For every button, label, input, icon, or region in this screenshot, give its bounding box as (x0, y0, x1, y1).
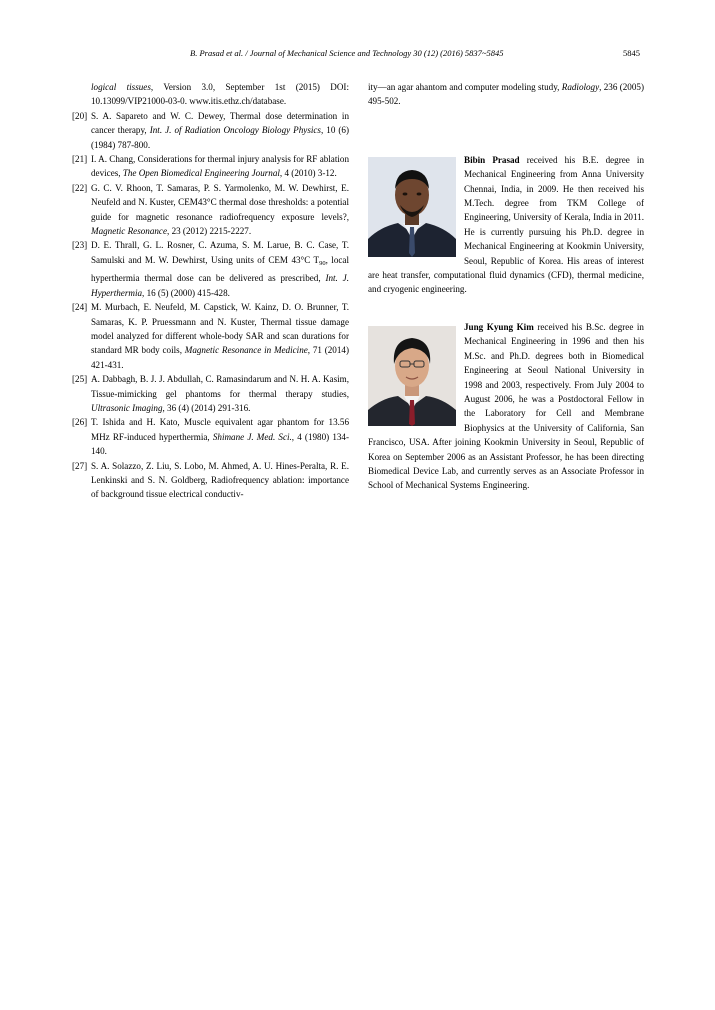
reference-27-continuation: ity—an agar ahantom and computer modeling study, Radiology, 236 (2005) 495-502. (368, 82, 644, 107)
author-name: Jung Kyung Kim (464, 321, 534, 332)
page-number: 5845 (623, 48, 640, 58)
right-column (368, 80, 644, 493)
author-bio-bibin-prasad (368, 153, 644, 297)
author-photo-jung-kyung-kim (368, 326, 456, 426)
reference-25: [25] A. Dabbagh, B. J. J. Abdullah, C. Ramasindarum and N. H. A. Kasim, Tissue-mimicking gel phantoms for thermal therapy studies, Ultrasonic Imaging, 36 (4) (2014) 291-316. (72, 374, 349, 413)
author-bio-jung-kyung-kim (368, 320, 644, 493)
running-header (190, 48, 640, 62)
reference-22: [22] G. C. V. Rhoon, T. Samaras, P. S. Yarmolenko, M. W. Dewhirst, E. Neufeld and N. Kuster, CEM43°C thermal dose thresholds: a potential guide for magnetic resonance radiofrequency exposure levels?, Magnetic Resonance, 23 (2012) 2215-2227. (72, 182, 349, 237)
author-photo-bibin-prasad (368, 157, 456, 257)
reference-23: [23] D. E. Thrall, G. L. Rosner, C. Azuma, S. M. Larue, B. C. Case, T. Samulski and M. W. Dewhirst, Using units of CEM 43°C $T_{90}$, local hyperthermia thermal dose can be delivered as prescribed, Int. J. Hyperthermia, 16 (5) (2000) 415-428. (72, 240, 349, 298)
author-name: Bibin Prasad (464, 154, 520, 165)
portrait-image (368, 157, 456, 257)
running-head: B. Prasad et al. / Journal of Mechanical Science and Technology 30 (12) (2016) 5837~5845 (190, 48, 504, 58)
reference-24: [24] M. Murbach, E. Neufeld, M. Capstick, W. Kainz, D. O. Brunner, T. Samaras, K. P. Pruessmann and N. Kuster, Thermal tissue damage model analyzed for different whole-body SAR and scan durations for standard MR body coils, Magnetic Resonance in Medicine, 71 (2014) 421-431. (72, 302, 349, 370)
reference-26: [26] T. Ishida and H. Kato, Muscle equivalent agar phantom for 13.56 MHz RF-induced hyperthermia, Shimane J. Med. Sci., 4 (1980) 134-140. (72, 417, 349, 457)
reference-20: [20] S. A. Sapareto and W. C. Dewey, Thermal dose determination in cancer therapy, Int. J. of Radiation Oncology Biology Physics, 10 (6) (1984) 787-800. (72, 110, 349, 150)
bio-text: Jung Kyung Kim received his B.Sc. degree in Mechanical Engineering in 1996 and then his M.Sc. and Ph.D. degrees both in Biomedical Engineering at Seoul National University in 1998 and 2003, respectively. From July 2004 to August 2006, he was a Postdoctoral Fellow in the Laboratory for Cell and Membrane Biophysics at the University of California, San Francisco, USA. After joining Kookmin University in Seoul, Republic of Korea on September 2006 as an Assistant Professor, he has been directing Biomedical Device Lab, and currently serves as an Associate Professor in School of Mechanical Systems Engineering. (368, 321, 644, 491)
reference-continuation: logical tissues, Version 3.0, September 1st (2015) DOI: 10.13099/VIP21000-03-0. www.itis.ethz.ch/database. (91, 82, 349, 107)
left-column (72, 80, 349, 502)
reference-27: [27] S. A. Solazzo, Z. Liu, S. Lobo, M. Ahmed, A. U. Hines-Peralta, R. E. Lenkinski and S. N. Goldberg, Radiofrequency ablation: importance of background tissue electrical conductiv- (72, 460, 349, 500)
reference-21: [21] I. A. Chang, Considerations for thermal injury analysis for RF ablation devices, The Open Biomedical Engineering Journal, 4 (2010) 3-12. (72, 154, 349, 179)
bio-text: Bibin Prasad received his B.E. degree in Mechanical Engineering from Anna University Chennai, India, in 2009. He then received his M.Tech. degree from TKM College of Engineering, University of Kerala, India in 2011. He is currently pursuing his Ph.D. degree in Mechanical Engineering at Kookmin University, Seoul, Republic of Korea. His areas of interest are heat transfer, computational fluid dynamics (CFD), thermal medicine, and cryogenic engineering. (368, 154, 644, 295)
portrait-image (368, 326, 456, 426)
